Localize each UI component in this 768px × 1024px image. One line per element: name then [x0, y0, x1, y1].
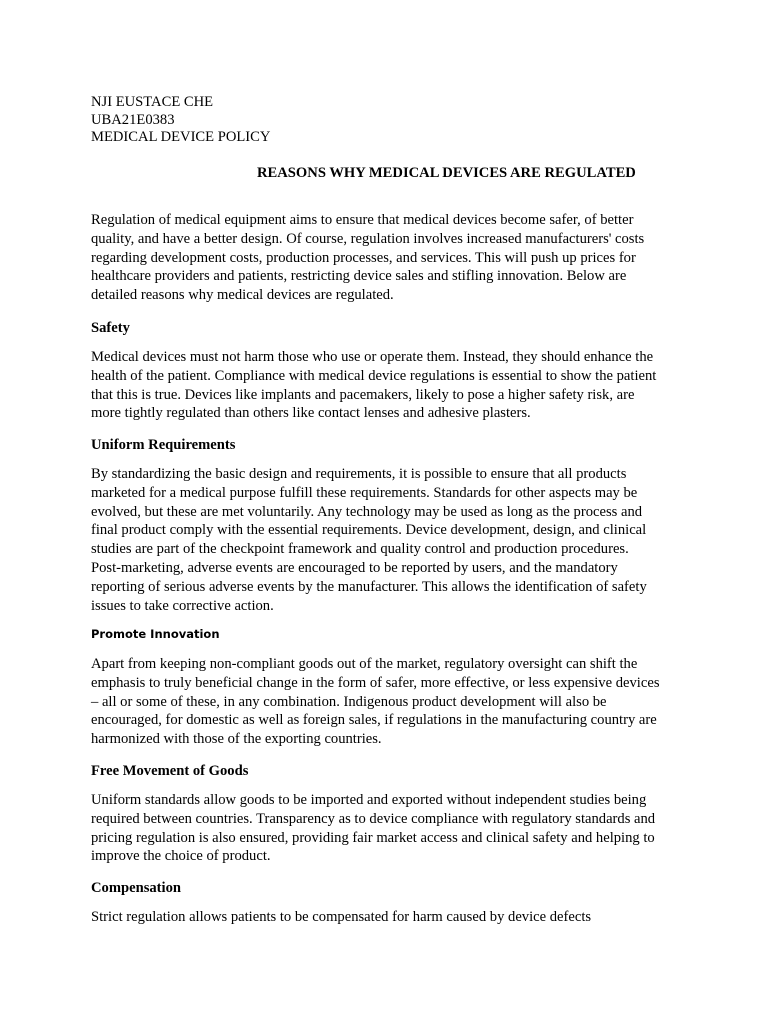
paragraph-line: that this is true. Devices like implants and pacemakers, likely to pose a higher safety risk, are [91, 386, 635, 403]
paragraph-line: issues to take corrective action. [91, 597, 274, 614]
paragraph-line: detailed reasons why medical devices are regulated. [91, 287, 394, 304]
paragraph-line: Medical devices must not harm those who use or operate them. Instead, they should enhance the [91, 349, 654, 365]
paragraph-line: Regulation of medical equipment aims to ensure that medical devices become safer, of better [91, 212, 634, 228]
paragraph-line: emphasis to truly beneficial change in the form of safer, more effective, or less expensive devices [91, 674, 660, 691]
student-id: UBA21E0383 [91, 111, 175, 128]
paragraph-line: health of the patient. Compliance with medical device regulations is essential to show the patient [91, 367, 657, 384]
safety-paragraph [91, 348, 691, 423]
paragraph-line: Uniform standards allow goods to be imported and exported without independent studies being [91, 792, 647, 808]
section-heading-compensation: Compensation [91, 880, 182, 896]
paragraph-line: – all or some of these, in any combination. Indigenous product development will also be [91, 693, 607, 710]
paragraph-line: pricing regulation is also ensured, providing fair market access and clinical safety and helping to [91, 829, 655, 846]
author-name: NJI EUSTACE CHE [91, 94, 214, 110]
section-heading-uniform-requirements: Uniform Requirements [91, 437, 236, 453]
section-heading-free-movement: Free Movement of Goods [91, 763, 249, 779]
paragraph-line: harmonized with those of the exporting countries. [91, 731, 382, 748]
paragraph-line: marketed for a medical purpose fulfill these requirements. Standards for other aspects may be [91, 484, 638, 501]
paragraph-line: reporting of serious adverse events by the manufacturer. This allows the identification of safety [91, 578, 647, 595]
paragraph-line: quality, and have a better design. Of course, regulation involves increased manufacturers' costs [91, 230, 645, 247]
course-name: MEDICAL DEVICE POLICY [91, 129, 271, 145]
paragraph-line: By standardizing the basic design and requirements, it is possible to ensure that all products [91, 466, 627, 482]
paragraph-line: required between countries. Transparency as to device compliance with regulatory standards and [91, 810, 656, 827]
promote-innovation-paragraph [91, 655, 691, 749]
paragraph-line: regarding development costs, production processes, and services. This will push up prices for [91, 249, 636, 266]
paragraph-line: more tightly regulated than others like contact lenses and adhesive plasters. [91, 405, 531, 422]
paragraph-line: encouraged, for domestic as well as foreign sales, if regulations in the manufacturing country are [91, 712, 657, 729]
free-movement-paragraph [91, 791, 691, 866]
paragraph-line: Strict regulation allows patients to be compensated for harm caused by device defects [91, 909, 592, 925]
paragraph-line: improve the choice of product. [91, 848, 271, 865]
intro-paragraph [91, 211, 691, 305]
paragraph-line: evolved, but these are met voluntarily. Any technology may be used as long as the process and [91, 503, 643, 520]
paragraph-line: Apart from keeping non-compliant goods out of the market, regulatory oversight can shift the [91, 656, 638, 672]
compensation-paragraph [91, 908, 691, 927]
section-heading-promote-innovation: Promote Innovation [91, 627, 220, 641]
paragraph-line: Post-marketing, adverse events are encouraged to be reported by users, and the mandatory [91, 559, 618, 576]
paragraph-line: healthcare providers and patients, restricting device sales and stifling innovation. Below are [91, 268, 627, 285]
section-heading-safety: Safety [91, 320, 130, 336]
document-title: REASONS WHY MEDICAL DEVICES ARE REGULATED [257, 165, 636, 181]
paragraph-line: final product comply with the essential requirements. Device development, design, and clinical [91, 522, 647, 539]
uniform-requirements-paragraph [91, 465, 691, 615]
paragraph-line: studies are part of the checkpoint framework and quality control and production procedures. [91, 541, 629, 558]
author-header [91, 94, 270, 147]
